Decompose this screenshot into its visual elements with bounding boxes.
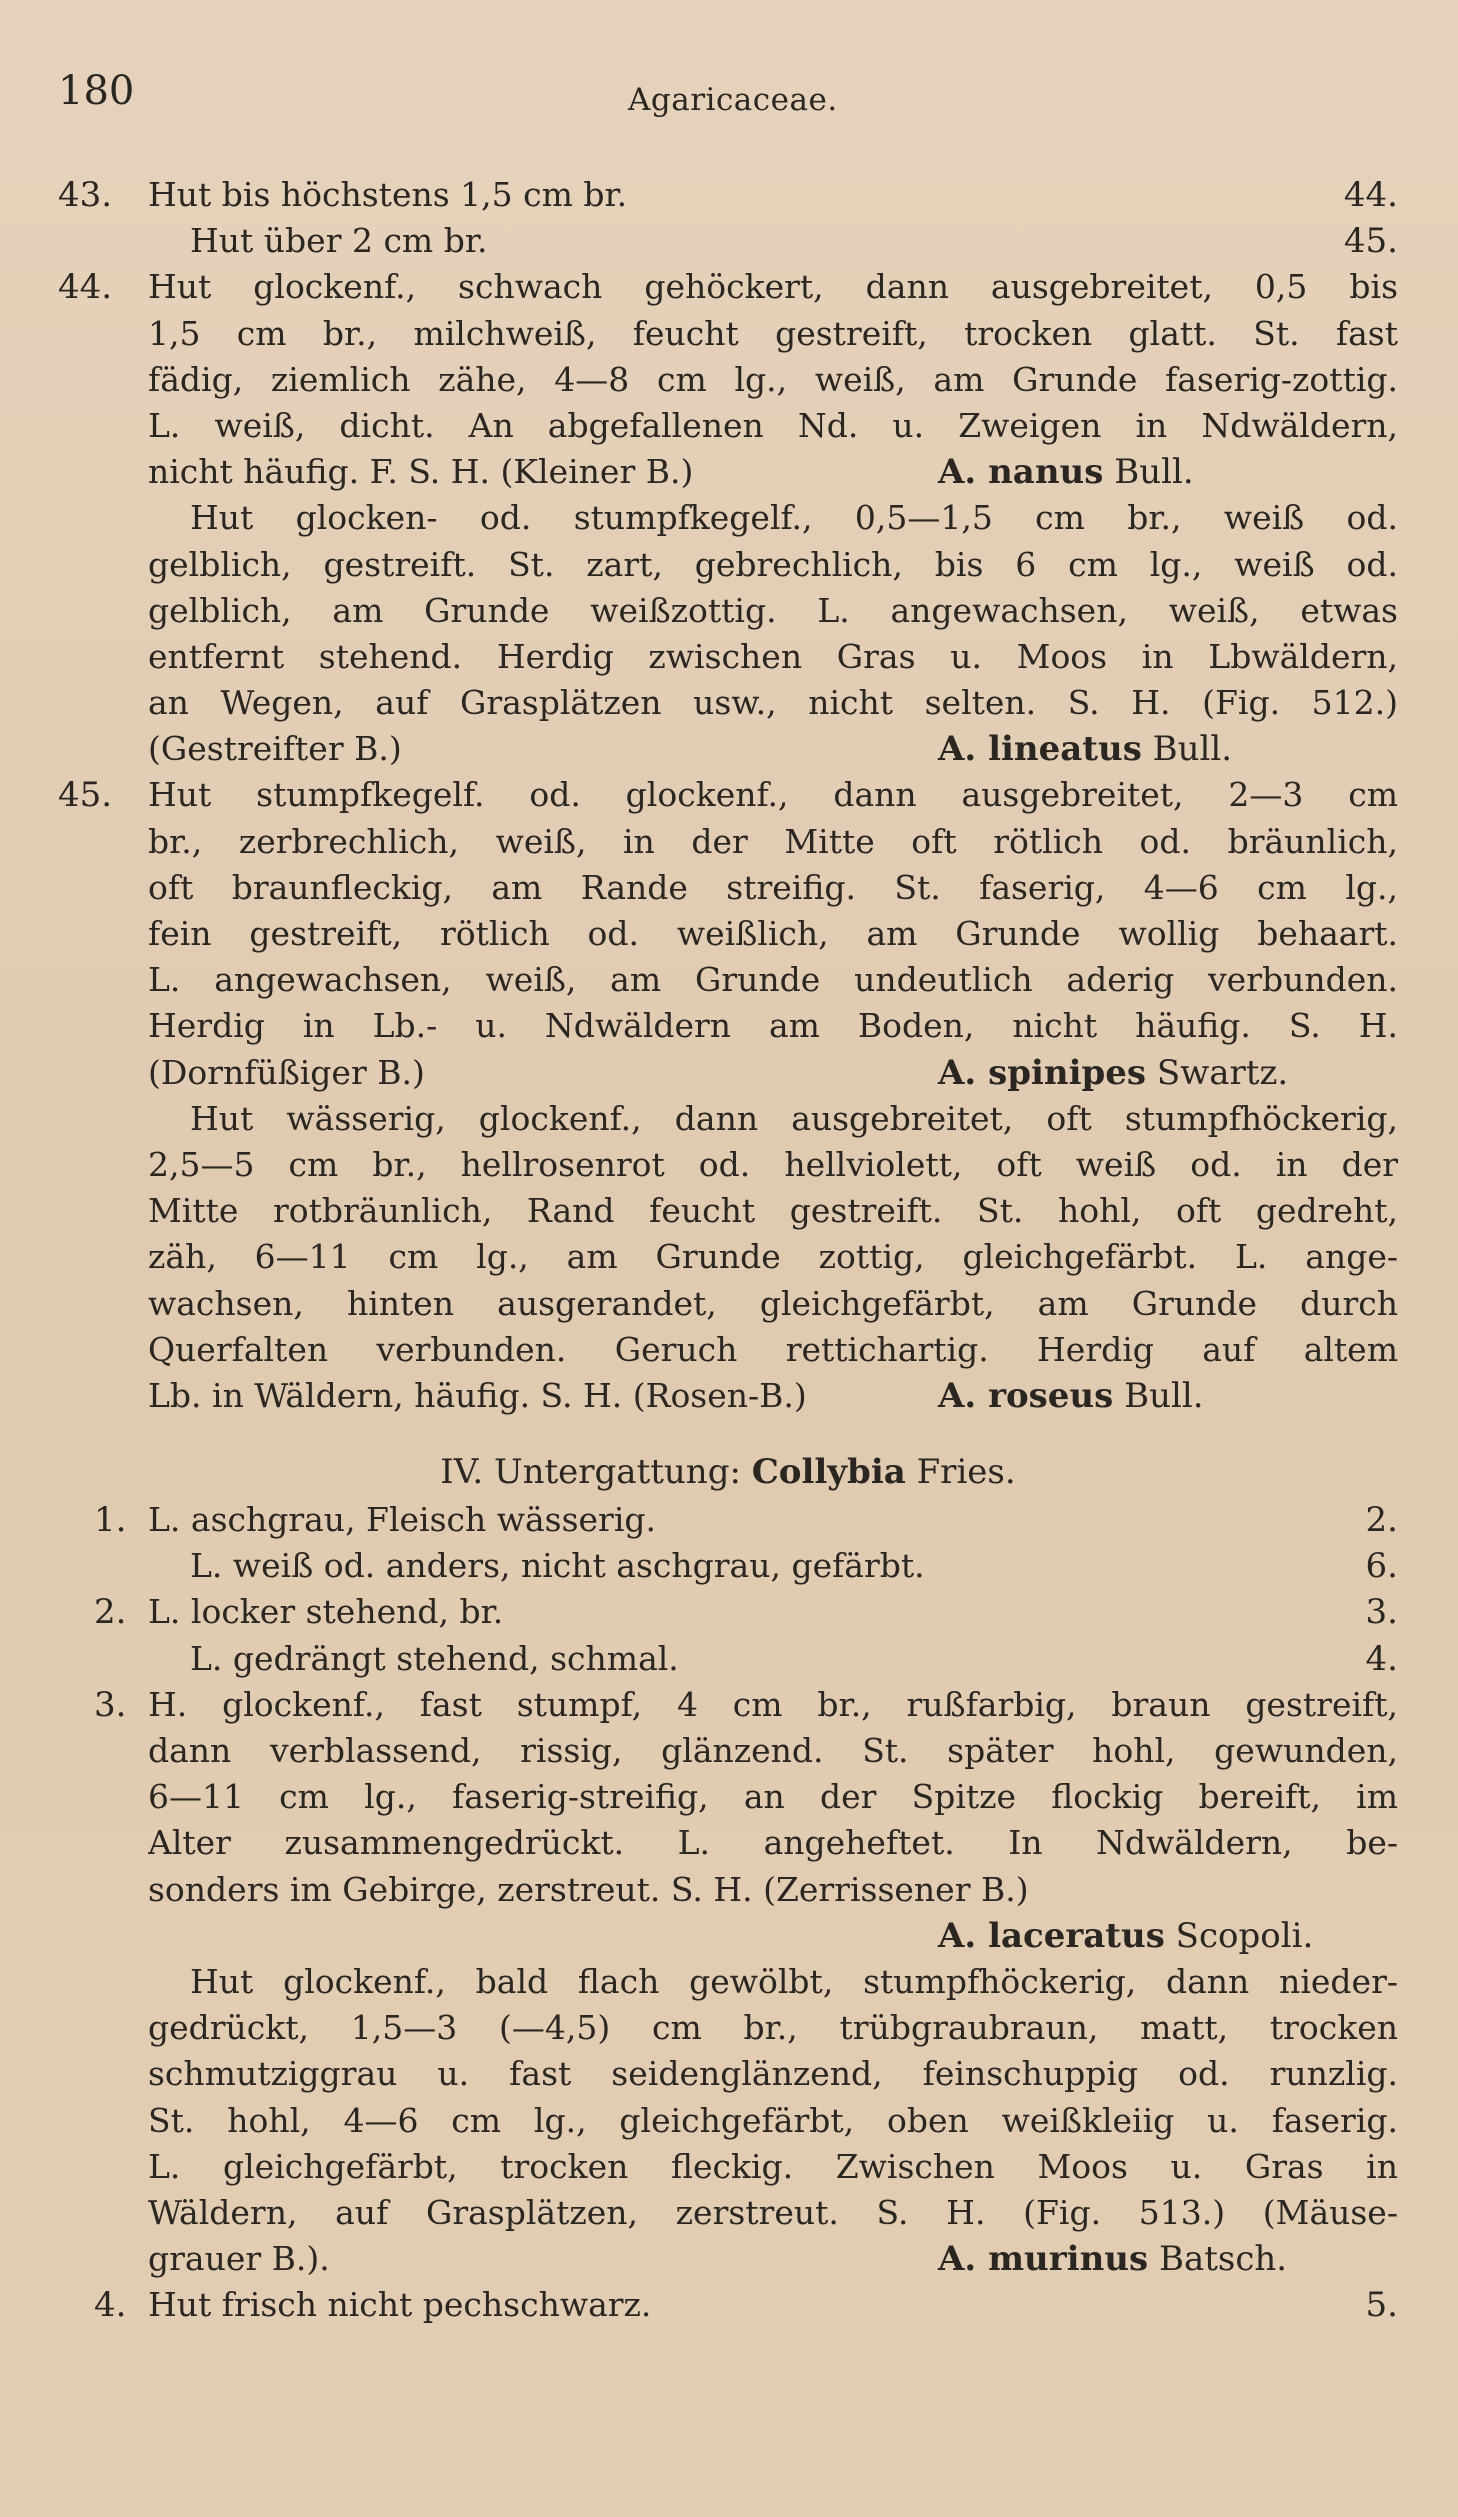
species-genus: A. (938, 452, 989, 493)
key-line (58, 449, 1398, 495)
line-text: Herdig in Lb.- u. Ndwäldern am Boden, nicht häufig. S. H. (148, 1006, 1398, 1046)
species-epithet: murinus (988, 2239, 1149, 2280)
key-line (58, 311, 1398, 357)
key-line (58, 1373, 1398, 1419)
line-text: oft braunfleckig, am Rande streifig. St. faserig, 4—6 cm lg., (148, 867, 1398, 907)
line-text: schmutziggrau u. fast seidenglänzend, feinschuppig od. runzlig. (148, 2054, 1398, 2094)
line-text: Mitte rotbräunlich, Rand feucht gestreift. St. hohl, oft gedreht, (148, 1191, 1398, 1231)
page-header (58, 68, 1398, 128)
key-line (58, 772, 1398, 818)
line-text: dann verblassend, rissig, glänzend. St. später hohl, gewunden, (148, 1731, 1398, 1770)
species-genus: A. (938, 729, 989, 770)
line-text: Querfalten verbunden. Geruch rettichartig. Herdig auf altem (148, 1329, 1398, 1369)
key-line (58, 218, 1398, 264)
key-line (58, 588, 1398, 634)
key-line (58, 357, 1398, 403)
species-genus: A. (938, 1915, 989, 1956)
line-text: Hut frisch nicht pechschwarz. (148, 2285, 652, 2325)
line-text: entfernt stehend. Herdig zwischen Gras u. Moos in Lbwäldern, (148, 636, 1398, 676)
line-text: L. aschgrau, Fleisch wässerig. (148, 1500, 657, 1540)
line-text: H. glockenf., fast stumpf, 4 cm br., rußfarbig, braun gestreift, (148, 1684, 1398, 1724)
key-line (58, 1867, 1398, 1913)
key-line (58, 1774, 1398, 1820)
species-author: Swartz. (1146, 1052, 1289, 1093)
species-genus: A. (938, 1375, 989, 1416)
key-line (58, 911, 1398, 957)
key-line (58, 2282, 1398, 2328)
key-line (58, 495, 1398, 541)
couplet-reference: 5. (1365, 2285, 1398, 2326)
key-line (58, 172, 1398, 218)
line-text: gelblich, am Grunde weißzottig. L. angewachsen, weiß, etwas (148, 590, 1398, 630)
species-genus: A. (938, 2239, 989, 2280)
couplet-reference: 6. (1365, 1546, 1398, 1587)
species-epithet: lineatus (988, 729, 1142, 770)
key-text (58, 172, 1398, 2328)
line-text: 6—11 cm lg., faserig-streifig, an der Spitze flockig bereift, im (148, 1777, 1398, 1817)
line-text: L. gleichgefärbt, trocken fleckig. Zwischen Moos u. Gras in (148, 2146, 1398, 2186)
key-line (58, 1327, 1398, 1373)
key-line (58, 2236, 1398, 2282)
line-text: 1,5 cm br., milchweiß, feucht gestreift, trocken glatt. St. fast (148, 313, 1398, 353)
species-name (938, 1373, 1204, 1419)
key-part-2 (58, 1497, 1398, 2328)
couplet-number: 43. (58, 175, 113, 215)
key-line (58, 1728, 1398, 1774)
couplet-reference: 45. (1343, 221, 1398, 262)
section-genus: Collybia (751, 1452, 906, 1493)
species-epithet: spinipes (988, 1052, 1147, 1093)
couplet-reference: 44. (1343, 175, 1398, 215)
species-epithet: laceratus (988, 1915, 1165, 1956)
species-author: Bull. (1103, 452, 1194, 493)
key-line (58, 1003, 1398, 1049)
key-line (58, 1188, 1398, 1234)
line-text: 2,5—5 cm br., hellrosenrot od. hellviolett, oft weiß od. in der (148, 1144, 1398, 1184)
species-name (938, 449, 1194, 495)
key-line (58, 1142, 1398, 1188)
line-text: St. hohl, 4—6 cm lg., gleichgefärbt, oben weißkleiig u. faserig. (148, 2100, 1398, 2140)
species-author: Scopoli. (1164, 1915, 1314, 1956)
line-text: L. locker stehend, br. (148, 1592, 504, 1632)
key-line (58, 680, 1398, 726)
key-line (58, 1959, 1398, 2005)
section-prefix: IV. Untergattung: (440, 1452, 741, 1493)
key-line (58, 2051, 1398, 2097)
running-title: Agaricaceae. (628, 82, 838, 118)
species-genus: A. (938, 1052, 989, 1093)
couplet-number: 1. (94, 1500, 127, 1541)
couplet-number: 44. (58, 267, 113, 308)
species-name (938, 1913, 1313, 1959)
species-name (938, 1050, 1288, 1096)
section-heading (58, 1449, 1398, 1497)
species-epithet: roseus (988, 1375, 1114, 1416)
key-line (58, 819, 1398, 865)
key-line (58, 1050, 1398, 1096)
line-text: Hut glockenf., schwach gehöckert, dann ausgebreitet, 0,5 bis (148, 267, 1398, 307)
line-text: L. angewachsen, weiß, am Grunde undeutlich aderig verbunden. (148, 960, 1398, 1000)
species-name (938, 726, 1232, 772)
couplet-reference: 2. (1365, 1500, 1398, 1541)
species-epithet: nanus (988, 452, 1104, 493)
species-author: Bull. (1113, 1375, 1204, 1416)
line-text: L. gedrängt stehend, schmal. (190, 1638, 679, 1678)
key-line (58, 1589, 1398, 1635)
key-line (58, 1096, 1398, 1142)
key-line (58, 957, 1398, 1003)
line-text: Hut glockenf., bald flach gewölbt, stumpfhöckerig, dann nieder- (190, 1961, 1398, 2001)
key-line (58, 726, 1398, 772)
key-line (58, 2190, 1398, 2236)
species-author: Batsch. (1148, 2239, 1288, 2280)
line-text: L. weiß, dicht. An abgefallenen Nd. u. Zweigen in Ndwäldern, (148, 405, 1398, 445)
line-text: Hut glocken- od. stumpfkegelf., 0,5—1,5 cm br., weiß od. (190, 498, 1398, 538)
line-text: Alter zusammengedrückt. L. angeheftet. In Ndwäldern, be- (148, 1823, 1398, 1863)
line-text: Wäldern, auf Grasplätzen, zerstreut. S. H. (Fig. 513.) (Mäuse- (148, 2192, 1398, 2232)
key-line (58, 1820, 1398, 1866)
key-line (58, 2098, 1398, 2144)
couplet-reference: 3. (1365, 1592, 1398, 1633)
key-part-1 (58, 172, 1398, 1419)
couplet-number: 3. (94, 1684, 127, 1725)
key-line (58, 264, 1398, 310)
line-text: Hut stumpfkegelf. od. glockenf., dann ausgebreitet, 2—3 cm (148, 775, 1398, 815)
line-text: Hut über 2 cm br. (190, 221, 488, 261)
line-text: gedrückt, 1,5—3 (—4,5) cm br., trübgraubraun, matt, trocken (148, 2008, 1398, 2048)
key-line (58, 1497, 1398, 1543)
species-author: Bull. (1141, 729, 1233, 770)
line-text: grauer B.). (148, 2239, 330, 2279)
key-line (58, 1281, 1398, 1327)
couplet-number: 2. (94, 1592, 127, 1633)
line-text: L. weiß od. anders, nicht aschgrau, gefärbt. (190, 1546, 925, 1586)
key-line (58, 2144, 1398, 2190)
line-text: nicht häufig. F. S. H. (Kleiner B.) (148, 452, 694, 492)
species-name (938, 2236, 1287, 2282)
line-text: an Wegen, auf Grasplätzen usw., nicht selten. S. H. (Fig. 512.) (148, 683, 1398, 723)
line-text: Hut bis höchstens 1,5 cm br. (148, 175, 628, 214)
line-text: br., zerbrechlich, weiß, in der Mitte oft rötlich od. bräunlich, (148, 821, 1398, 861)
key-line (58, 1234, 1398, 1280)
key-line (58, 403, 1398, 449)
key-line (58, 1636, 1398, 1682)
key-line (58, 1913, 1398, 1959)
line-text: (Gestreifter B.) (148, 729, 402, 769)
key-line (58, 865, 1398, 911)
line-text: Lb. in Wäldern, häufig. S. H. (Rosen-B.) (148, 1375, 807, 1415)
line-text: zäh, 6—11 cm lg., am Grunde zottig, gleichgefärbt. L. ange- (148, 1237, 1398, 1277)
line-text: Hut wässerig, glockenf., dann ausgebreitet, oft stumpfhöckerig, (190, 1098, 1398, 1138)
line-text: fein gestreift, rötlich od. weißlich, am Grunde wollig behaart. (148, 914, 1398, 953)
key-line (58, 1543, 1398, 1589)
section-author: Fries. (916, 1452, 1016, 1493)
line-text: fädig, ziemlich zähe, 4—8 cm lg., weiß, am Grunde faserig-zottig. (148, 359, 1398, 399)
couplet-reference: 4. (1365, 1638, 1398, 1679)
line-text: (Dornfüßiger B.) (148, 1052, 425, 1092)
line-text: gelblich, gestreift. St. zart, gebrechlich, bis 6 cm lg., weiß od. (148, 544, 1398, 584)
line-text: wachsen, hinten ausgerandet, gleichgefärbt, am Grunde durch (148, 1283, 1398, 1323)
page-number: 180 (58, 68, 135, 114)
key-line (58, 634, 1398, 680)
couplet-number: 4. (94, 2285, 127, 2326)
key-line (58, 2005, 1398, 2051)
couplet-number: 45. (58, 775, 113, 816)
key-line (58, 542, 1398, 588)
key-line (58, 1682, 1398, 1728)
line-text: sonders im Gebirge, zerstreut. S. H. (Zerrissener B.) (148, 1869, 1029, 1909)
